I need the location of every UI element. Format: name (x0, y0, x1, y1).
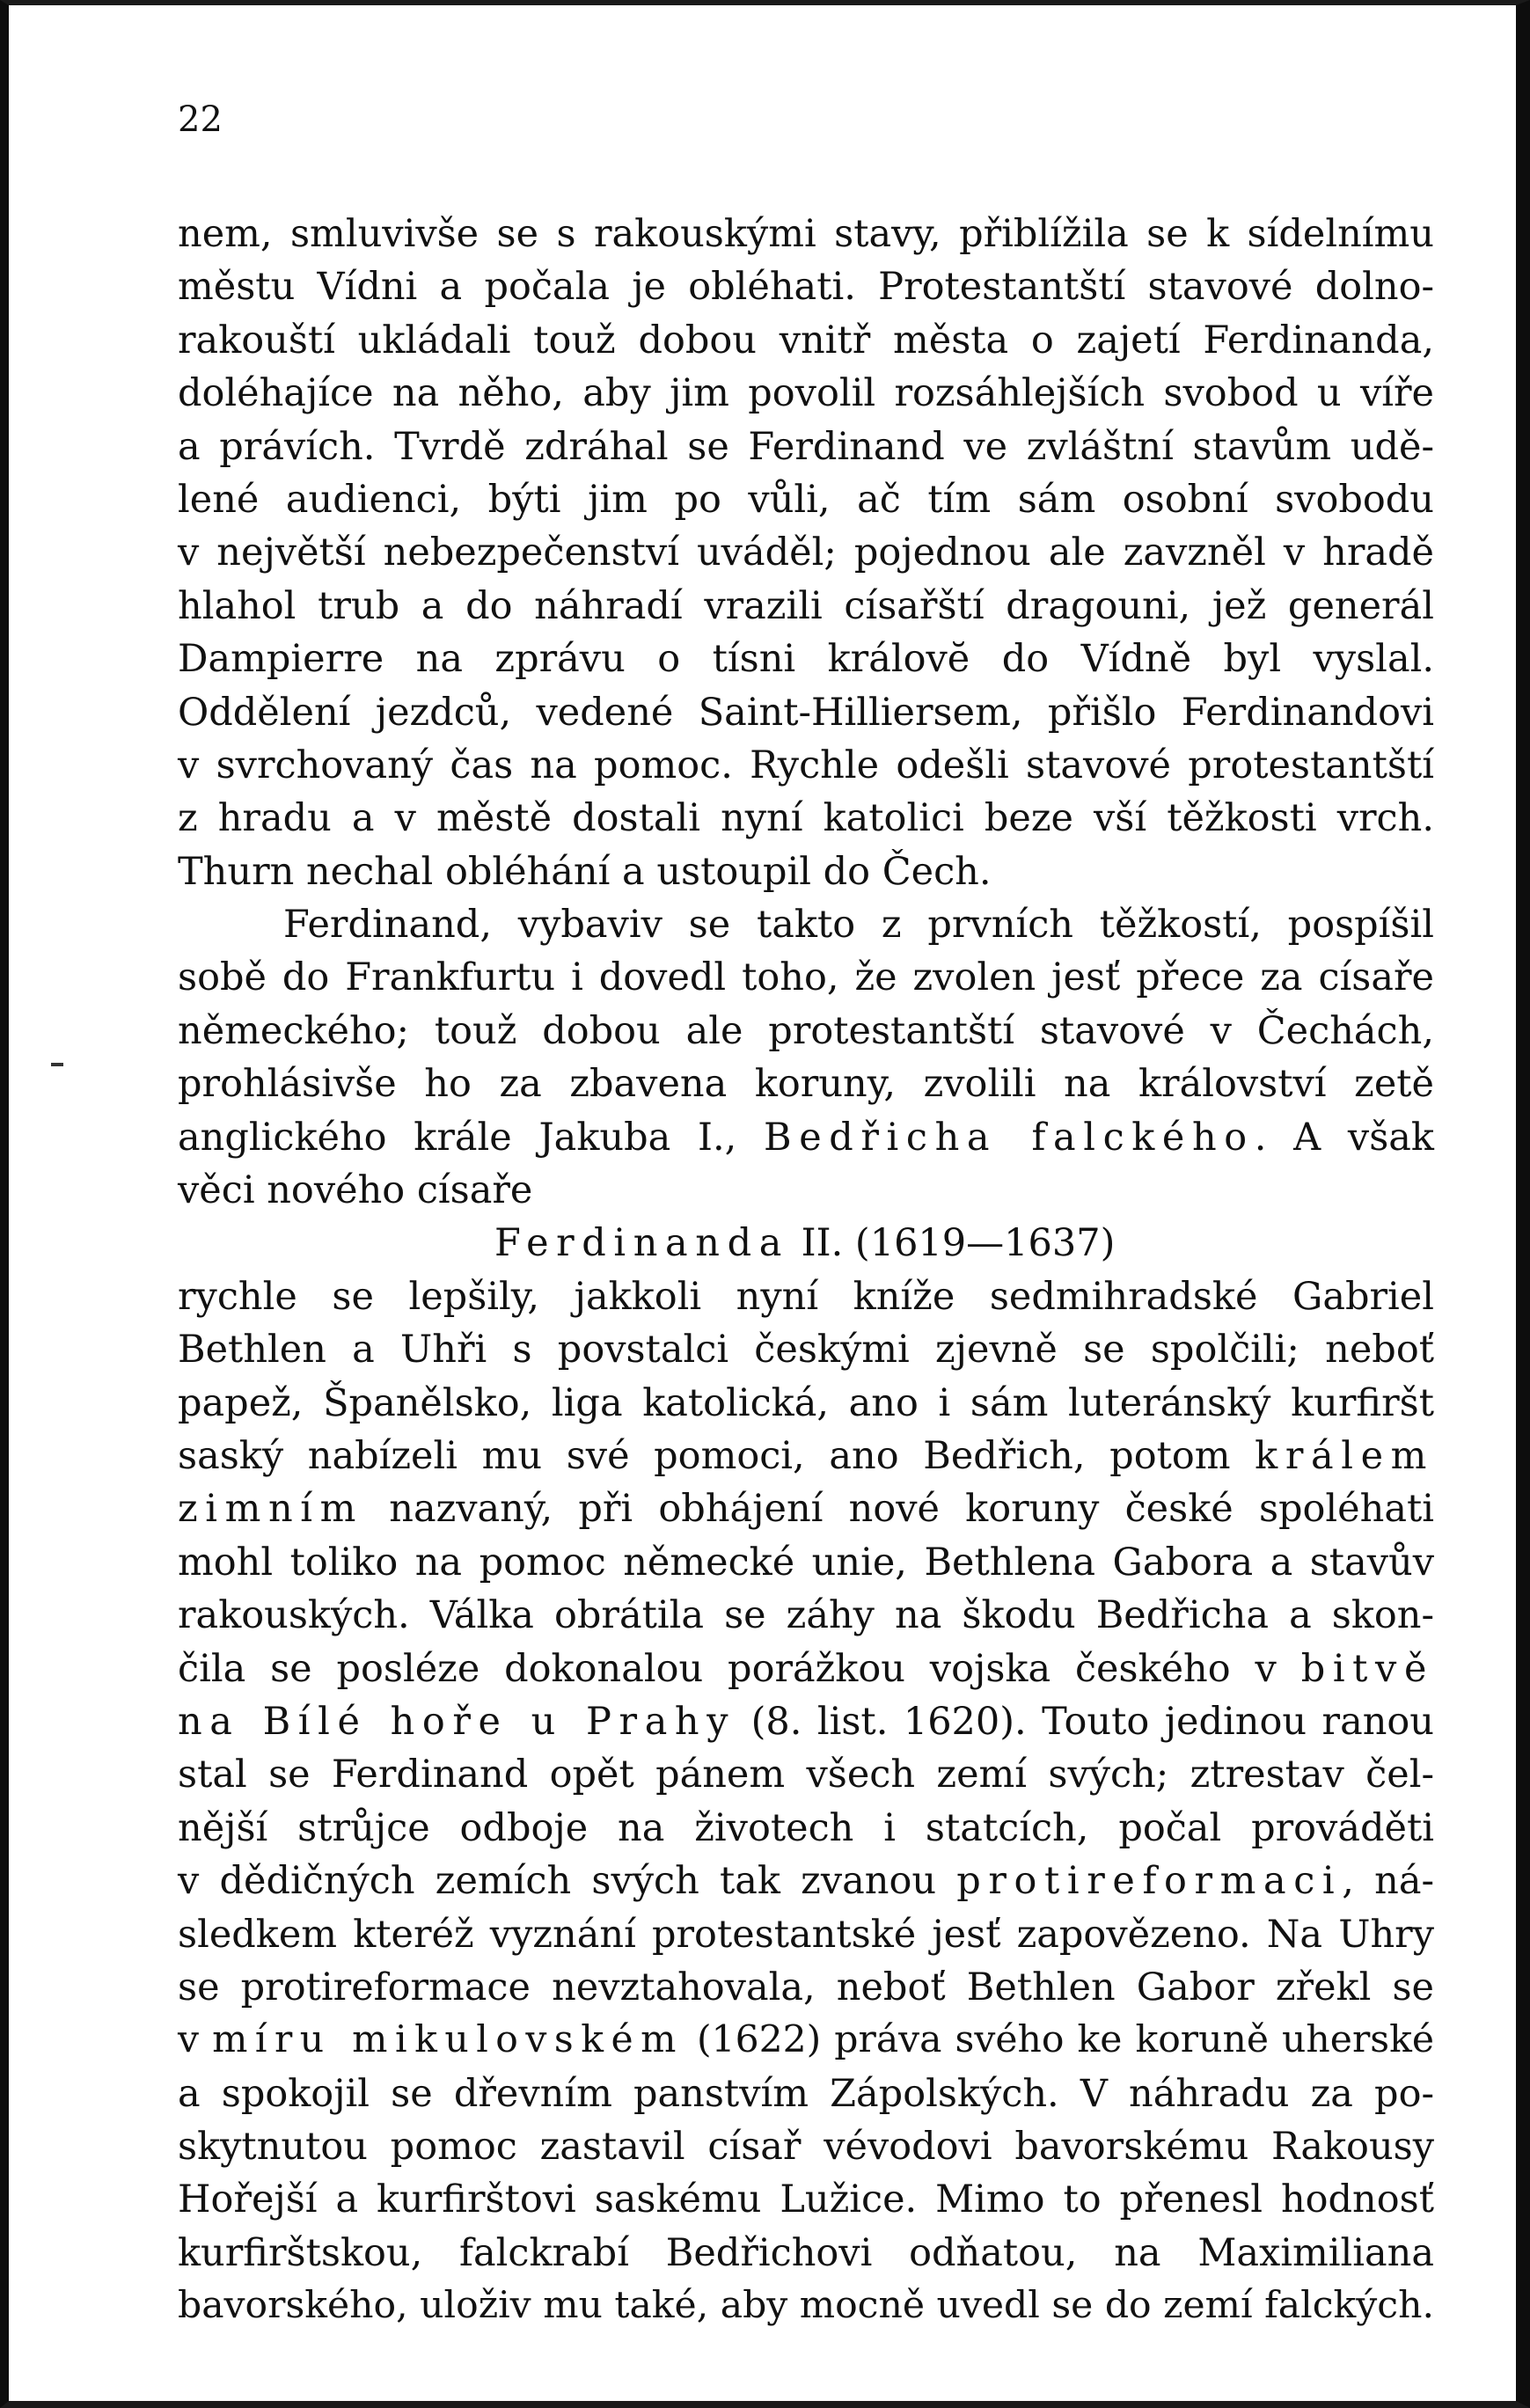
section-heading: Ferdinanda II. (1619—1637) (494, 1221, 1116, 1266)
spaced-term: zimním (178, 1487, 364, 1532)
text-line: nější strůjce odboje na životech i statcích, počal prováděti (178, 1805, 1434, 1850)
text-line: na Bílé hoře u Prahy (8. list. 1620). Touto jedinou ranou (178, 1699, 1434, 1744)
body-text (178, 208, 1434, 2333)
text-line: v největší nebezpečenství uváděl; pojednou ale zavzněl v hradě (178, 531, 1434, 575)
text-line: Thurn nechal obléhání a ustoupil do Čech. (178, 849, 992, 894)
text-line: čila se posléze dokonalou porážkou vojska českého v bitvě (178, 1646, 1434, 1691)
text-line: rakouských. Válka obrátila se záhy na škodu Bedřicha a skon- (178, 1593, 1434, 1638)
spaced-term: míru mikulovském (212, 2018, 684, 2062)
text-line: hlahol trub a do náhradí vrazili císařští dragouni, jež generál (178, 583, 1434, 628)
text-line: a právích. Tvrdě zdráhal se Ferdinand ve zvláštní stavům udě- (178, 424, 1434, 469)
text-line: anglického krále Jakuba I., Bedřicha falckého. A však (178, 1115, 1434, 1160)
spaced-term: králem (1255, 1433, 1434, 1478)
text-line: německého; touž dobou ale protestantští stavové v Čechách, (178, 1008, 1434, 1053)
text-line: se protireformace nevztahovala, neboť Bethlen Gabor zřekl se (178, 1965, 1434, 2009)
spaced-term: protireformaci (956, 1859, 1343, 1904)
page-number: 22 (178, 99, 223, 140)
text-line: mohl toliko na pomoc německé unie, Bethlena Gabora a stavův (178, 1540, 1434, 1585)
text-line: papež, Španělsko, liga katolická, ano i sám luteránský kurfiršt (178, 1380, 1434, 1425)
text-line: prohlásivše ho za zbavena koruny, zvolili na království zetě (178, 1062, 1434, 1107)
text-line: saský nabízeli mu své pomoci, ano Bedřich, potom králem (178, 1433, 1434, 1478)
text-line: kurfirštskou, falckrabí Bedřichovi odňatou, na Maximiliana (178, 2230, 1434, 2275)
text-line: věci nového císaře (178, 1168, 533, 1213)
text-line: z hradu a v městě dostali nyní katolici beze vší těžkosti vrch. (178, 796, 1434, 841)
margin-mark (51, 1063, 63, 1066)
text-line: v svrchovaný čas na pomoc. Rychle odešli stavové protestantští (178, 743, 1434, 787)
text-line: a spokojil se dřevním panstvím Zápolských. V náhradu za po- (178, 2071, 1434, 2116)
text-line: v dědičných zemích svých tak zvanou protireformaci, ná- (178, 1859, 1434, 1904)
spaced-name: Bedřicha falckého (764, 1115, 1255, 1160)
text-line: městu Vídni a počala je obléhati. Protestantští stavové dolno- (178, 265, 1434, 310)
text-line: rakouští ukládali touž dobou vnitř města o zajetí Ferdinanda, (178, 318, 1434, 362)
text-line: Oddělení jezdců, vedené Saint-Hilliersem, přišlo Ferdinandovi (178, 690, 1434, 735)
text-line: nem, smluvivše se s rakouskými stavy, přiblížila se k sídelnímu (178, 212, 1434, 256)
text-line: bavorského, uloživ mu také, aby mocně uvedl se do zemí falckých. (178, 2284, 1434, 2328)
text-line: zimním nazvaný, při obhájení nové koruny české spoléhati (178, 1487, 1434, 1532)
text-line: Ferdinand, vybaviv se takto z prvních těžkostí, pospíšil (283, 903, 1434, 948)
text-line: doléhajíce na něho, aby jim povolil rozsáhlejších svobod u víře (178, 371, 1434, 416)
text-line: Bethlen a Uhři s povstalci českými zjevně se spolčili; neboť (178, 1328, 1434, 1372)
text-line: Dampierre na zprávu o tísni královĕ do Vídně byl vyslal. (178, 637, 1434, 682)
spaced-term: na Bílé hoře u Prahy (178, 1699, 736, 1744)
text-line: Hořejší a kurfirštovi saskému Lužice. Mimo to přenesl hodnosť (178, 2177, 1434, 2222)
text-line: sobě do Frankfurtu i dovedl toho, že zvolen jesť přece za císaře (178, 955, 1434, 1000)
text-line: rychle se lepšily, jakkoli nyní kníže sedmihradské Gabriel (178, 1274, 1434, 1319)
text-line: skytnutou pomoc zastavil císař vévodovi bavorskému Rakousy (178, 2125, 1434, 2170)
text-line: sledkem kteréž vyznání protestantské jesť zapovězeno. Na Uhry (178, 1912, 1434, 1957)
text-line: v míru mikulovském (1622) práva svého ke koruně uherské (178, 2018, 1434, 2062)
text-line: stal se Ferdinand opět pánem všech zemí svých; ztrestav čel- (178, 1753, 1434, 1797)
spaced-term: bitvě (1300, 1646, 1434, 1691)
text-line: lené audienci, býti jim po vůli, ač tím sám osobní svobodu (178, 477, 1434, 522)
